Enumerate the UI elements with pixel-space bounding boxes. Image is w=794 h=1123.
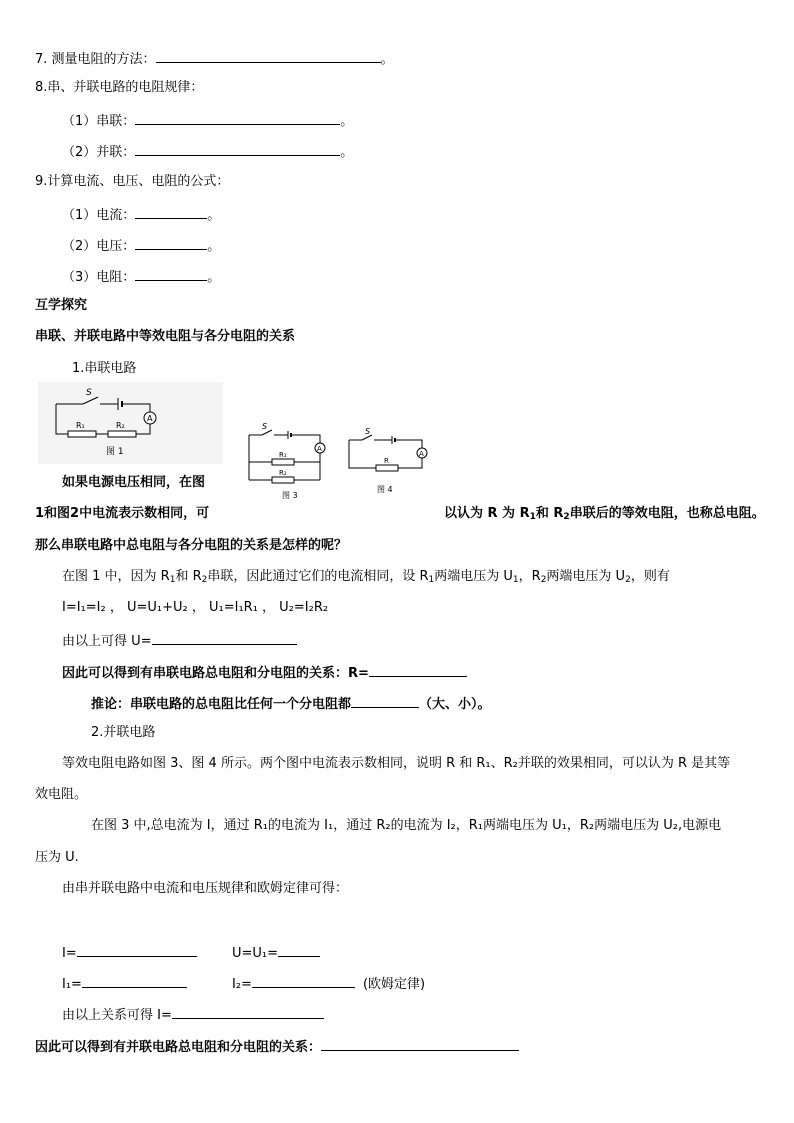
parallel-u-row: U=U₁= [232, 942, 320, 963]
q8-item-series: （1）串联： 。 [62, 110, 353, 131]
series-conclusion: 因此可以得到有串联电路总电阻和分电阻的关系：R= [62, 662, 467, 683]
parallel-heading: 2.并联电路 [91, 725, 156, 740]
fig1-caption: 图 1 [106, 447, 124, 457]
q7-blank[interactable] [156, 48, 381, 63]
fig1-ammeter-label: A [147, 414, 153, 423]
parallel-conclusion: 因此可以得到有并联电路总电阻和分电阻的关系： [35, 1036, 519, 1057]
figure-4-circuit [344, 428, 434, 498]
fig3-r2-label: R₂ [279, 469, 287, 477]
q7-label: 7. 测量电阻的方法： [35, 52, 156, 67]
parallel-para1-cont: 效电阻。 [35, 787, 88, 802]
series-inference-blank[interactable] [351, 693, 419, 708]
series-inference: 推论：串联电路的总电阻比任何一个分电阻都 （大、小）。 [91, 693, 491, 714]
parallel-derive: 由以上关系可得 I= [62, 1004, 324, 1025]
series-question: 那么串联电路中总电阻与各分电阻的关系是怎样的呢？ [35, 538, 348, 553]
series-analysis: 在图 1 中，因为 $R_1$和 $R_2$串联，因此通过它们的电流相同，设 $R_1$两端电压为 $U_1$，$R_2$两端电压为 $U_2$，则有 [62, 569, 670, 585]
fig4-switch-label: S [365, 428, 371, 436]
fig3-switch-label: S [262, 422, 268, 431]
series-para-part2: 1和图2中电流表示数相同，可 [35, 506, 210, 521]
fig4-r-label: R [384, 457, 389, 465]
fig1-r2-label: R₂ [116, 421, 125, 430]
series-derive: 由以上可得 U= [62, 630, 297, 651]
fig3-r1-label: R₁ [279, 451, 287, 459]
parallel-derive-blank[interactable] [172, 1004, 324, 1019]
fig1-r1-label: R₁ [76, 421, 85, 430]
q8-parallel-blank[interactable] [135, 141, 340, 156]
q9-current-blank[interactable] [135, 204, 207, 219]
fig3-ammeter-label: A [317, 445, 322, 453]
fig3-caption: 图 3 [282, 491, 298, 500]
parallel-para2: 在图 3 中,总电流为 I，通过 R₁的电流为 I₁，通过 R₂的电流为 I₂，R₁两端电压为 U₁，R₂两端电压为 U₂,电源电 [91, 818, 722, 833]
section-title: 互学探究 [35, 298, 88, 313]
figure-4 [344, 428, 434, 498]
parallel-i1-row: I₁= [62, 973, 187, 994]
figure-1 [38, 382, 223, 464]
series-para-part3: 以认为 R 为 $R_1$和 $R_2$串联后的等效电阻，也称总电阻。 [444, 506, 765, 522]
q9-item-current: （1）电流： 。 [62, 204, 220, 225]
q9-voltage-blank[interactable] [135, 235, 207, 250]
series-derive-blank[interactable] [152, 630, 297, 645]
series-conclusion-blank[interactable] [369, 662, 467, 677]
series-formula-row: I=I₁=I₂ ， U=U₁+U₂ ， U₁=I₁R₁ ， U₂=I₂R₂ [62, 600, 329, 615]
section-subtitle: 串联、并联电路中等效电阻与各分电阻的关系 [35, 329, 296, 344]
figure-1-circuit [38, 382, 223, 464]
fig4-caption: 图 4 [377, 485, 393, 494]
q7-line: 7. 测量电阻的方法： 。 [35, 48, 394, 69]
q8-series-blank[interactable] [135, 110, 340, 125]
q9-title: 9.计算电流、电压、电阻的公式： [35, 174, 230, 189]
parallel-i-row: I= [62, 942, 197, 963]
parallel-para1: 等效电阻电路如图 3、图 4 所示。两个图中电流表示数相同，说明 R 和 R₁、R₂并联的效果相同，可以认为 R 是其等 [62, 756, 731, 771]
parallel-conclusion-blank[interactable] [321, 1036, 519, 1051]
parallel-para2-cont: 压为 U. [35, 850, 79, 865]
series-heading: 1.串联电路 [72, 361, 137, 376]
q9-resistance-blank[interactable] [135, 266, 207, 281]
parallel-i1-blank[interactable] [82, 973, 187, 988]
fig4-ammeter-label: A [419, 450, 424, 458]
parallel-u-blank[interactable] [278, 942, 320, 957]
figure-3 [244, 420, 334, 502]
figure-3-circuit [244, 420, 334, 502]
q9-item-resistance: （3）电阻： 。 [62, 266, 220, 287]
parallel-law: 由串并联电路中电流和电压规律和欧姆定律可得： [62, 881, 349, 896]
q9-item-voltage: （2）电压： 。 [62, 235, 220, 256]
parallel-i-blank[interactable] [77, 942, 197, 957]
parallel-i2-row: I₂= (欧姆定律) [232, 973, 425, 994]
q8-item-parallel: （2）并联： 。 [62, 141, 353, 162]
fig1-switch-label: S [86, 388, 92, 398]
series-para-part1: 如果电源电压相同，在图 [62, 475, 206, 490]
q8-title: 8.串、并联电路的电阻规律： [35, 80, 204, 95]
parallel-i2-blank[interactable] [252, 973, 355, 988]
